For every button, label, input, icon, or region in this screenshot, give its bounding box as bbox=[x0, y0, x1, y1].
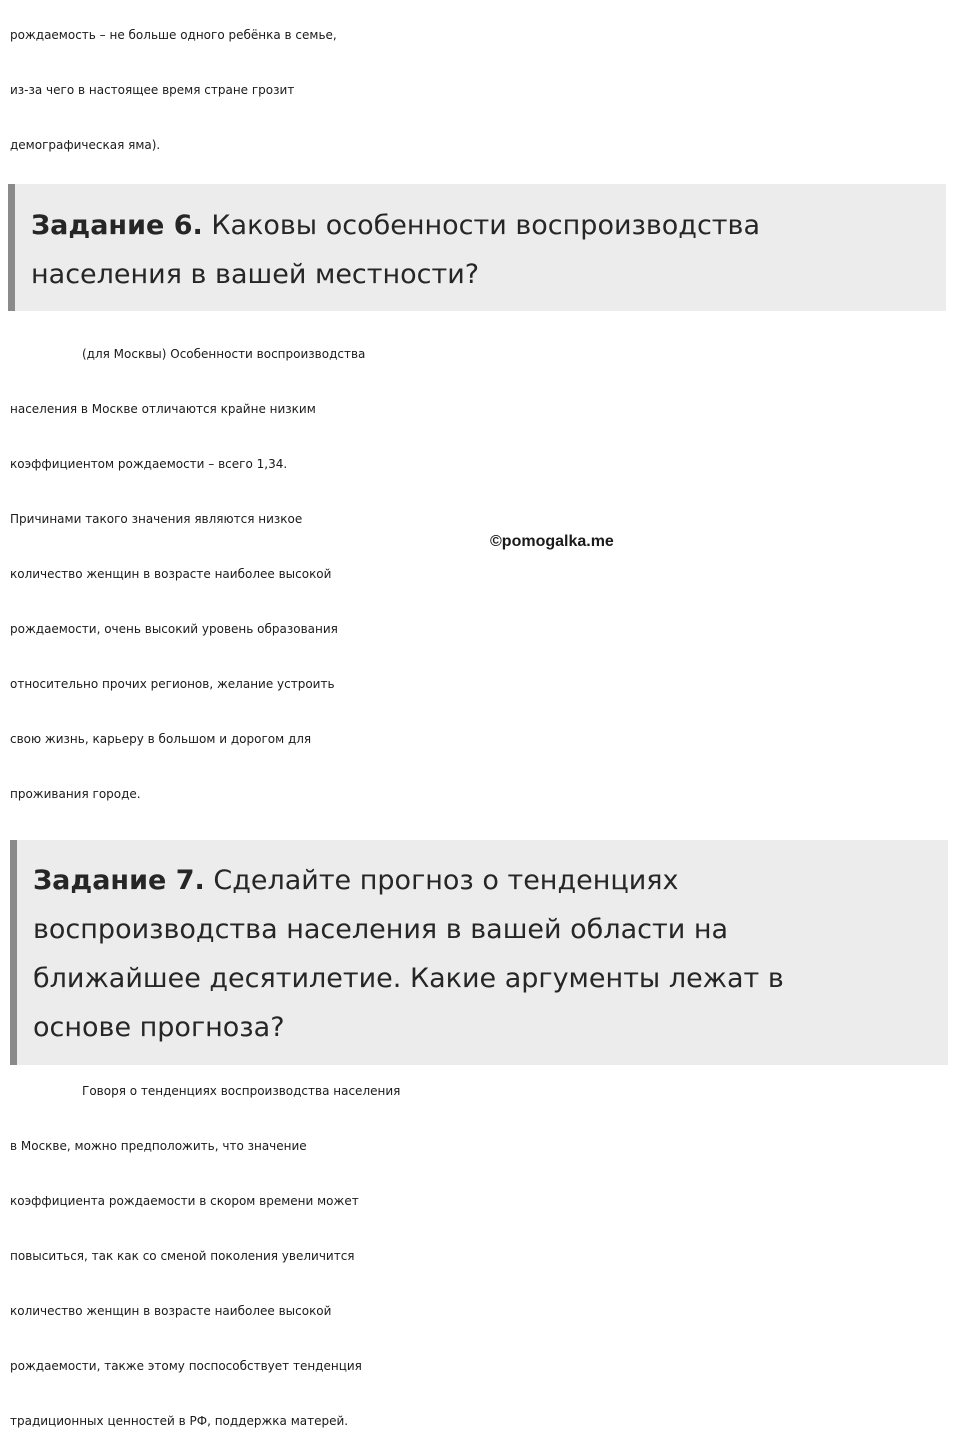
task-7-question bbox=[33, 856, 948, 905]
text-line: Причинами такого значения являются низкое bbox=[10, 512, 303, 526]
text-line: Говоря о тенденциях воспроизводства населения bbox=[82, 1084, 401, 1098]
text-line: рождаемости, также этому поспособствует тенденция bbox=[10, 1359, 362, 1373]
task-7-text: воспроизводства населения в вашей области на bbox=[33, 914, 729, 945]
text-line: коэффициента рождаемости в скором времени может bbox=[10, 1194, 359, 1208]
text-line: повыситься, так как со сменой поколения увеличится bbox=[10, 1249, 355, 1263]
text-line: населения в Москве отличаются крайне низким bbox=[10, 402, 316, 416]
task-6-text: Каковы особенности воспроизводства bbox=[202, 210, 760, 241]
watermark: ©pomogalka.me bbox=[490, 533, 614, 550]
task-6-question bbox=[31, 201, 946, 250]
task-6-label: Задание 6. bbox=[31, 210, 203, 241]
task-7-box bbox=[10, 840, 948, 1065]
text-line: из-за чего в настоящее время стране грозит bbox=[10, 83, 295, 97]
text-line: проживания городе. bbox=[10, 787, 141, 801]
text-line: (для Москвы) Особенности воспроизводства bbox=[82, 347, 366, 361]
text-line: свою жизнь, карьеру в большом и дорогом для bbox=[10, 732, 312, 746]
text-line: рождаемость – не больше одного ребёнка в семье, bbox=[10, 28, 337, 42]
text-line: коэффициентом рождаемости – всего 1,34. bbox=[10, 457, 288, 471]
intro-paragraph bbox=[10, 8, 955, 173]
task-7-label: Задание 7. bbox=[33, 865, 205, 896]
task-7-text: ближайшее десятилетие. Какие аргументы лежат в bbox=[33, 963, 784, 994]
task-7-text: основе прогноза? bbox=[33, 1012, 285, 1043]
answer-7-paragraph bbox=[10, 1064, 955, 1449]
answer-6-paragraph bbox=[10, 327, 955, 822]
text-line: относительно прочих регионов, желание устроить bbox=[10, 677, 335, 691]
text-line: рождаемости, очень высокий уровень образования bbox=[10, 622, 338, 636]
task-7-text: Сделайте прогноз о тенденциях bbox=[204, 865, 679, 896]
task-6-box bbox=[8, 184, 946, 311]
text-line: количество женщин в возрасте наиболее высокой bbox=[10, 1304, 332, 1318]
text-line: традиционных ценностей в РФ, поддержка матерей. bbox=[10, 1414, 349, 1428]
text-line: количество женщин в возрасте наиболее высокой bbox=[10, 567, 332, 581]
text-line: в Москве, можно предположить, что значение bbox=[10, 1139, 307, 1153]
text-line: демографическая яма). bbox=[10, 138, 161, 152]
task-6-text: населения в вашей местности? bbox=[31, 259, 480, 290]
